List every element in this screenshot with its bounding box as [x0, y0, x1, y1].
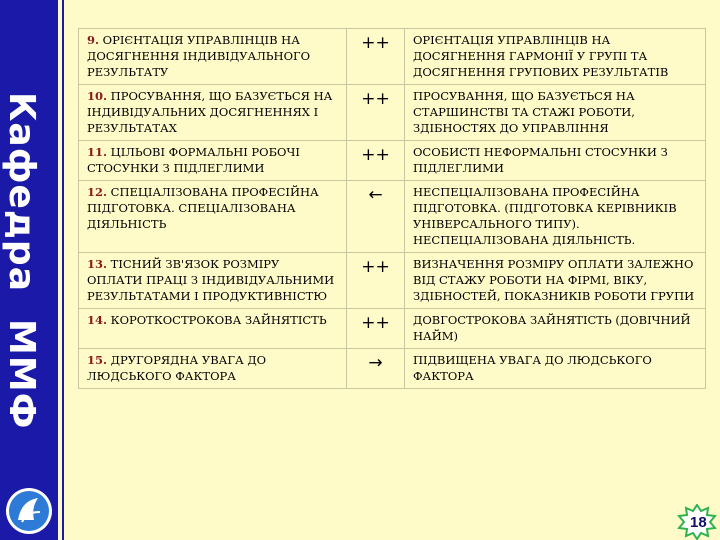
row-left-text: ПРОСУВАННЯ, ЩО БАЗУЄТЬСЯ НА ІНДИВІДУАЛЬНИХ ДОСЯГНЕННЯХ І РЕЗУЛЬТАТАХ [87, 89, 333, 135]
row-number: 12. [87, 185, 108, 199]
row-left-cell [79, 309, 347, 349]
row-number: 9. [87, 33, 100, 47]
row-number: 14. [87, 313, 108, 327]
row-relation: ++ [347, 85, 405, 141]
table-row [79, 181, 706, 253]
row-left-cell [79, 85, 347, 141]
row-number: 15. [87, 353, 108, 367]
table-row [79, 141, 706, 181]
row-right-text: ПРОСУВАННЯ, ЩО БАЗУЄТЬСЯ НА СТАРШИНСТВІ ТА СТАЖІ РОБОТИ, ЗДІБНОСТЯХ ДО УПРАВЛІННЯ [405, 85, 706, 141]
row-right-text: ВИЗНАЧЕННЯ РОЗМІРУ ОПЛАТИ ЗАЛЕЖНО ВІД СТАЖУ РОБОТИ НА ФІРМІ, ВІКУ, ЗДІБНОСТЕЙ, ПОКАЗНИКІВ РОБОТИ ГРУПИ [405, 253, 706, 309]
row-left-text: ТІСНИЙ ЗВ'ЯЗОК РОЗМІРУ ОПЛАТИ ПРАЦІ З ІНДИВІДУАЛЬНИМИ РЕЗУЛЬТАТАМИ І ПРОДУКТИВНІСТЮ [87, 257, 335, 303]
table-row [79, 309, 706, 349]
comparison-table [78, 28, 706, 389]
row-right-text: ОСОБИСТІ НЕФОРМАЛЬНІ СТОСУНКИ З ПІДЛЕГЛИМИ [405, 141, 706, 181]
row-left-cell [79, 141, 347, 181]
row-left-text: ОРІЄНТАЦІЯ УПРАВЛІНЦІВ НА ДОСЯГНЕННЯ ІНДИВІДУАЛЬНОГО РЕЗУЛЬТАТУ [87, 33, 311, 79]
row-relation: ++ [347, 141, 405, 181]
row-relation-arrow-icon: → [347, 349, 405, 389]
table-row [79, 349, 706, 389]
university-emblem-icon [4, 486, 54, 536]
row-relation: ++ [347, 29, 405, 85]
table-row [79, 253, 706, 309]
row-right-text: ПІДВИЩЕНА УВАГА ДО ЛЮДСЬКОГО ФАКТОРА [405, 349, 706, 389]
row-left-cell [79, 29, 347, 85]
row-left-text: КОРОТКОСТРОКОВА ЗАЙНЯТІСТЬ [110, 313, 327, 327]
page-number: 18 [690, 514, 707, 531]
row-relation-arrow-icon: ← [347, 181, 405, 253]
row-right-text: ОРІЄНТАЦІЯ УПРАВЛІНЦІВ НА ДОСЯГНЕННЯ ГАРМОНІЇ У ГРУПІ ТА ДОСЯГНЕННЯ ГРУПОВИХ РЕЗУЛЬТАТІВ [405, 29, 706, 85]
row-relation: ++ [347, 309, 405, 349]
divider-line [62, 0, 64, 540]
table-row [79, 85, 706, 141]
row-number: 13. [87, 257, 108, 271]
sidebar [0, 0, 58, 540]
row-number: 10. [87, 89, 108, 103]
row-relation: ++ [347, 253, 405, 309]
row-left-text: ДРУГОРЯДНА УВАГА ДО ЛЮДСЬКОГО ФАКТОРА [87, 353, 267, 383]
row-right-text: ДОВГОСТРОКОВА ЗАЙНЯТІСТЬ (ДОВІЧНИЙ НАЙМ) [405, 309, 706, 349]
row-left-cell [79, 253, 347, 309]
row-left-cell [79, 181, 347, 253]
row-right-text: НЕСПЕЦІАЛІЗОВАНА ПРОФЕСІЙНА ПІДГОТОВКА. (ПІДГОТОВКА КЕРІВНИКІВ УНІВЕРСАЛЬНОГО ТИПУ). НЕСПЕЦІАЛІЗОВАНА ДІЯЛЬНІСТЬ. [405, 181, 706, 253]
row-left-text: СПЕЦІАЛІЗОВАНА ПРОФЕСІЙНА ПІДГОТОВКА. СПЕЦІАЛІЗОВАНА ДІЯЛЬНІСТЬ [87, 185, 319, 231]
row-number: 11. [87, 145, 108, 159]
row-left-cell [79, 349, 347, 389]
sidebar-title: Кафедра ММФ [1, 92, 42, 430]
table-row [79, 29, 706, 85]
row-left-text: ЦІЛЬОВІ ФОРМАЛЬНІ РОБОЧІ СТОСУНКИ З ПІДЛЕГЛИМИ [87, 145, 300, 175]
